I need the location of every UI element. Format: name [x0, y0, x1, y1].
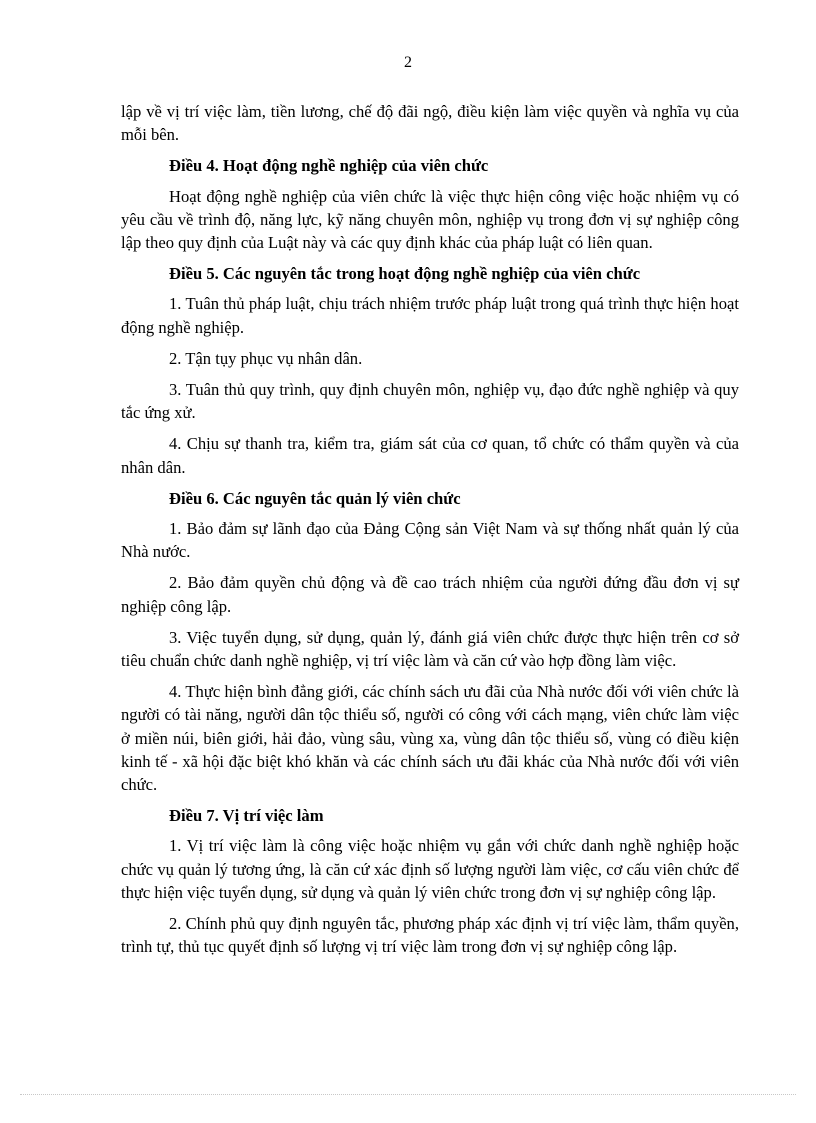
article-6-heading: Điều 6. Các nguyên tắc quản lý viên chức [169, 488, 461, 508]
article-4-body: Hoạt động nghề nghiệp của viên chức là việc thực hiện công việc hoặc nhiệm vụ có yêu cầu về trình độ, năng lực, kỹ năng chuyên môn, nghiệp vụ trong đơn vị sự nghiệp công lập theo quy định của Luật này và các quy định khác của pháp luật có liên quan. [121, 186, 739, 253]
article-7-clause-2: 2. Chính phủ quy định nguyên tắc, phương pháp xác định vị trí việc làm, thẩm quyền, trình tự, thủ tục quyết định số lượng vị trí việc làm trong đơn vị sự nghiệp công lập. [121, 914, 739, 957]
article-6-clause-1: 1. Bảo đảm sự lãnh đạo của Đảng Cộng sản Việt Nam và sự thống nhất quản lý của Nhà nước. [121, 519, 739, 562]
article-5-clause-2: 2. Tận tụy phục vụ nhân dân. [169, 348, 363, 368]
article-5-clause-1: 1. Tuân thủ pháp luật, chịu trách nhiệm trước pháp luật trong quá trình thực hiện hoạt động nghề nghiệp. [121, 294, 739, 337]
article-7-heading: Điều 7. Vị trí việc làm [169, 806, 324, 826]
paragraph-continuation: lập về vị trí việc làm, tiền lương, chế độ đãi ngộ, điều kiện làm việc quyền và nghĩa vụ của mỗi bên. [121, 102, 739, 145]
article-4-heading: Điều 4. Hoạt động nghề nghiệp của viên chức [169, 156, 489, 176]
article-5-heading: Điều 5. Các nguyên tắc trong hoạt động nghề nghiệp của viên chức [169, 264, 641, 284]
article-5-clause-3: 3. Tuân thủ quy trình, quy định chuyên môn, nghiệp vụ, đạo đức nghề nghiệp và quy tắc ứng xử. [121, 380, 739, 423]
page-number: 2 [404, 54, 412, 71]
article-5-clause-4: 4. Chịu sự thanh tra, kiểm tra, giám sát của cơ quan, tổ chức có thẩm quyền và của nhân dân. [121, 434, 739, 477]
article-7-clause-1: 1. Vị trí việc làm là công việc hoặc nhiệm vụ gắn với chức danh nghề nghiệp hoặc chức vụ quản lý tương ứng, là căn cứ xác định số lượng người làm việc, cơ cấu viên chức để thực hiện việc tuyển dụng, sử dụng và quản lý viên chức trong đơn vị sự nghiệp công lập. [121, 836, 739, 902]
article-6-clause-2: 2. Bảo đảm quyền chủ động và đề cao trách nhiệm của người đứng đầu đơn vị sự nghiệp công lập. [121, 573, 739, 616]
article-6-clause-4: 4. Thực hiện bình đẳng giới, các chính sách ưu đãi của Nhà nước đối với viên chức là người có tài năng, người dân tộc thiểu số, người có công với cách mạng, viên chức làm việc ở miền núi, biên giới, hải đảo, vùng sâu, vùng xa, vùng dân tộc thiểu số, vùng có điều kiện kinh tế - xã hội đặc biệt khó khăn và các chính sách ưu đãi khác của Nhà nước đối với viên chức. [121, 682, 739, 795]
document-body [121, 100, 739, 967]
article-6-clause-3: 3. Việc tuyển dụng, sử dụng, quản lý, đánh giá viên chức được thực hiện trên cơ sở tiêu chuẩn chức danh nghề nghiệp, vị trí việc làm và căn cứ vào hợp đồng làm việc. [121, 627, 739, 671]
page-bottom-divider [20, 1094, 796, 1095]
